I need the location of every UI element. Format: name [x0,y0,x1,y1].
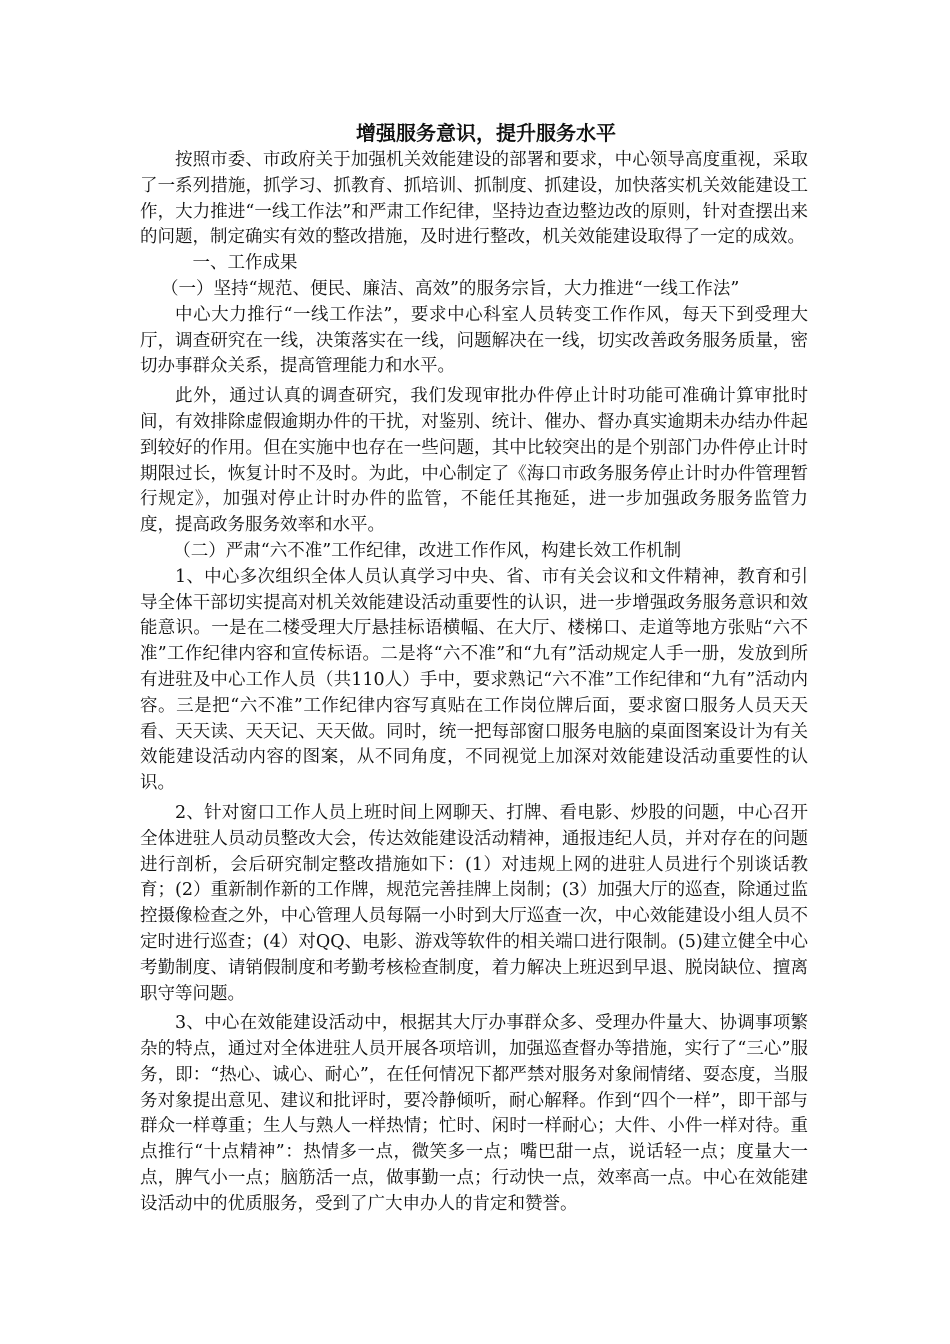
body-paragraph: 3、中心在效能建设活动中，根据其大厅办事群众多、受理办件量大、协调事项繁杂的特点，通过对全体进驻人员开展各项培训，加强巡查督办等措施，实行了“三心”服务，即：“热心、诚心、耐心”，在任何情况下都严禁对服务对象闹情绪、耍态度，当服务对象提出意见、建议和批评时，要冷静倾听，耐心解释。作到“四个一样”，即干部与群众一样尊重；生人与熟人一样热情；忙时、闲时一样耐心；大件、小件一样对待。重点推行“十点精神”：热情多一点，微笑多一点；嘴巴甜一点，说话轻一点；度量大一点，脾气小一点；脑筋活一点，做事勤一点；行动快一点，效率高一点。中心在效能建设活动中的优质服务，受到了广大申办人的肯定和赞誉。 [140,1013,808,1214]
subsection-heading-1: （一）坚持“规范、便民、廉洁、高效”的服务宗旨，大力推进“一线工作法” [161,278,740,299]
document-page [140,118,808,1218]
body-paragraph: 此外，通过认真的调查研究，我们发现审批办件停止计时功能可准确计算审批时间，有效排除虚假逾期办件的干扰，对鉴别、统计、催办、督办真实逾期未办结办件起到较好的作用。但在实施中也存在一些问题，其中比较突出的是个别部门办件停止计时期限过长，恢复计时不及时。为此，中心制定了《海口市政务服务停止计时办件管理暂行规定》，加强对停止计时办件的监管，不能任其拖延，进一步加强政务服务监管力度，提高政务服务效率和水平。 [140,386,808,536]
body-paragraph: 中心大力推行“一线工作法”，要求中心科室人员转变工作作风，每天下到受理大厅，调查研究在一线，决策落实在一线，问题解决在一线，切实改善政务服务质量，密切办事群众关系，提高管理能力和水平。 [140,304,808,377]
document-title: 增强服务意识，提升服务水平 [356,121,616,145]
subsection-heading-2: （二）严肃“六不准”工作纪律，改进工作作风，构建长效工作机制 [173,540,682,561]
intro-paragraph: 按照市委、市政府关于加强机关效能建设的部署和要求，中心领导高度重视，采取了一系列措施，抓学习、抓教育、抓培训、抓制度、抓建设，加快落实机关效能建设工作，大力推进“一线工作法”和严肃工作纪律，坚持边查边整边改的原则，针对查摆出来的问题，制定确实有效的整改措施，及时进行整改，机关效能建设取得了一定的成效。 [140,150,808,248]
section-heading-work-results: 一、工作成果 [192,253,298,274]
body-paragraph: 1、中心多次组织全体人员认真学习中央、省、市有关会议和文件精神，教育和引导全体干部切实提高对机关效能建设活动重要性的认识，进一步增强政务服务意识和效能意识。一是在二楼受理大厅悬挂标语横幅、在大厅、楼梯口、走道等地方张贴“六不准”工作纪律内容和宣传标语。二是将“六不准”和“九有”活动规定人手一册，发放到所有进驻及中心工作人员（共110人）手中，要求熟记“六不准”工作纪律和“九有”活动内容。三是把“六不准”工作纪律内容写真贴在工作岗位牌后面，要求窗口服务人员天天看、天天读、天天记、天天做。同时，统一把每部窗口服务电脑的桌面图案设计为有关效能建设活动内容的图案，从不同角度，不同视觉上加深对效能建设活动重要性的认识。 [140,566,808,794]
body-paragraph: 2、针对窗口工作人员上班时间上网聊天、打牌、看电影、炒股的问题，中心召开全体进驻人员动员整改大会，传达效能建设活动精神，通报违纪人员，并对存在的问题进行剖析，会后研究制定整改措施如下：(1）对违规上网的进驻人员进行个别谈话教育；(2）重新制作新的工作牌，规范完善挂牌上岗制；(3）加强大厅的巡查，除通过监控摄像检查之外，中心管理人员每隔一小时到大厅巡查一次，中心效能建设小组人员不定时进行巡查；(4）对QQ、电影、游戏等软件的相关端口进行限制。(5)建立健全中心考勤制度、请销假制度和考勤考核检查制度，着力解决上班迟到早退、脱岗缺位、擅离职守等问题。 [140,802,808,1004]
